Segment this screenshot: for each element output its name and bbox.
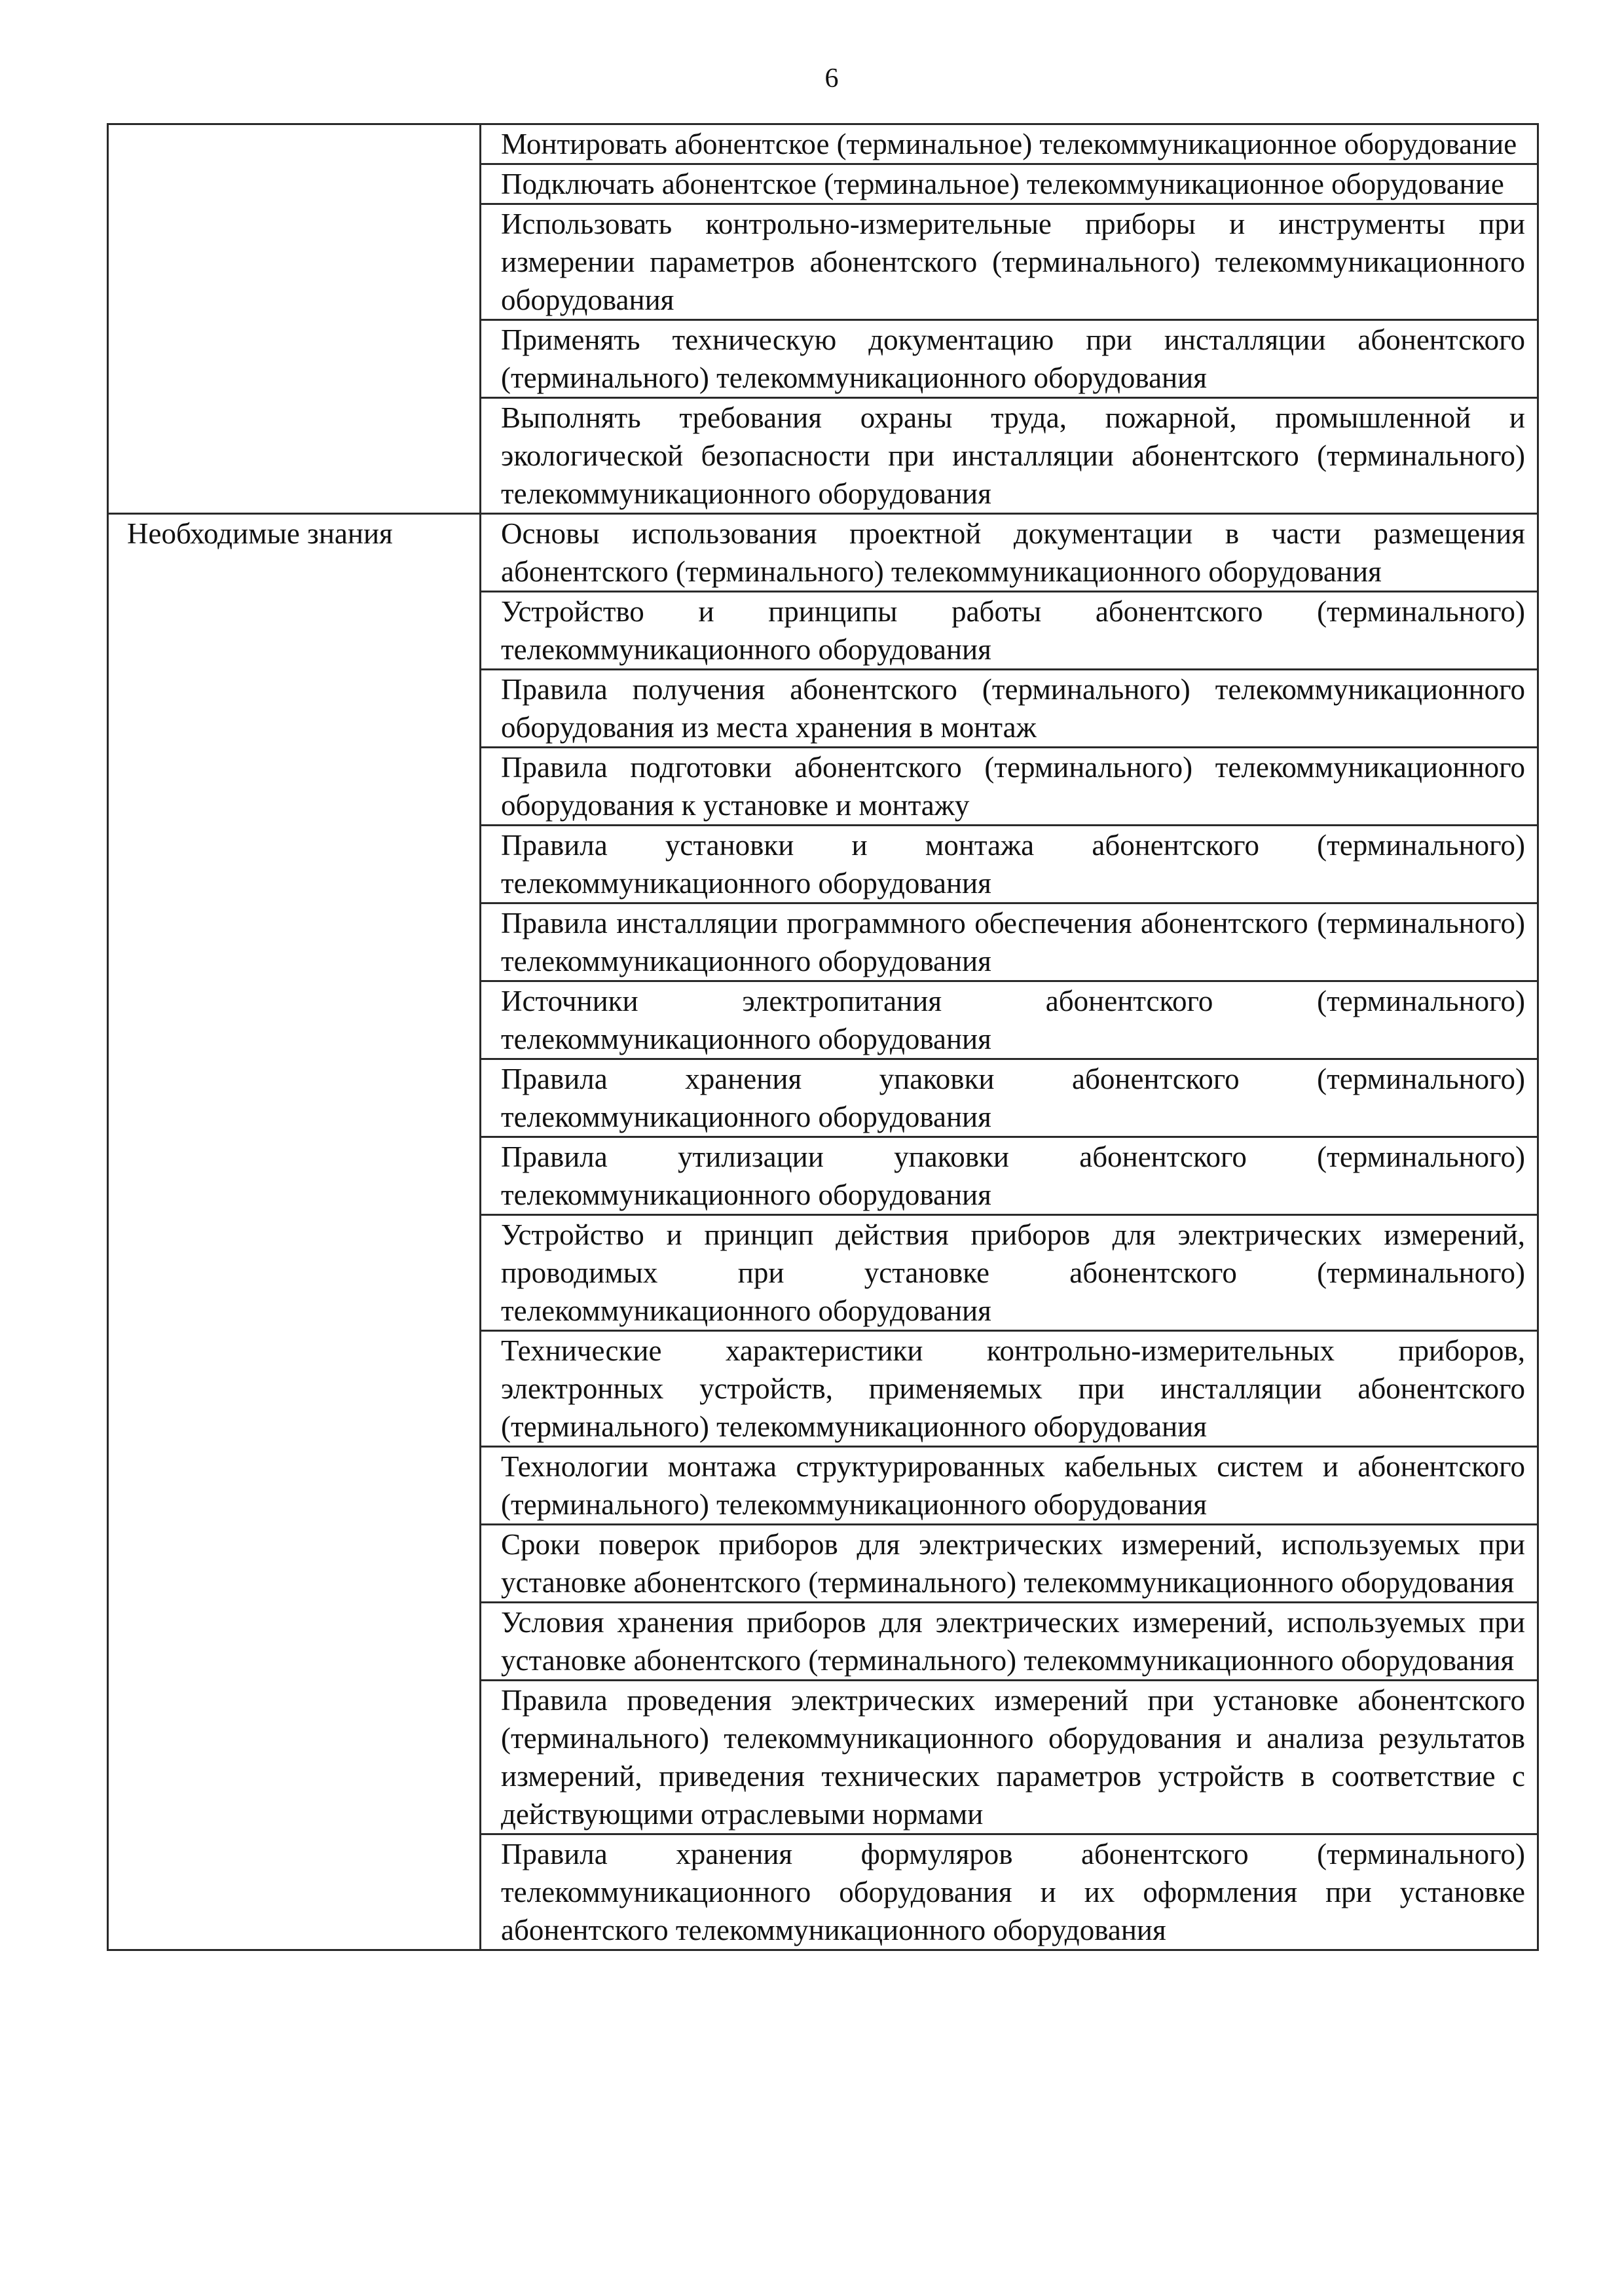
skill-item-text: Монтировать абонентское (терминальное) телекоммуникационное оборудование [501, 128, 1517, 160]
knowledge-item [481, 1331, 1538, 1447]
knowledge-item-text: Источники электропитания абонентского (терминального) телекоммуникационного оборудования [501, 985, 1525, 1055]
knowledge-item-text: Правила подготовки абонентского (терминального) телекоммуникационного оборудования к установке и монтажу [501, 751, 1525, 822]
knowledge-item-text: Технические характеристики контрольно-измерительных приборов, электронных устройств, применяемых при инсталляции абонентского (терминального) телекоммуникационного оборудования [501, 1334, 1525, 1443]
knowledge-item [481, 592, 1538, 670]
knowledge-item [481, 903, 1538, 981]
table-row [108, 514, 1538, 592]
knowledge-item [481, 826, 1538, 903]
knowledge-item-text: Устройство и принцип действия приборов для электрических измерений, проводимых при установке абонентского (терминального) телекоммуникационного оборудования [501, 1218, 1525, 1327]
knowledge-item-text: Правила инсталляции программного обеспечения абонентского (терминального) телекоммуникационного оборудования [501, 907, 1525, 977]
skill-item-text: Применять техническую документацию при инсталляции абонентского (терминального) телекоммуникационного оборудования [501, 323, 1525, 394]
knowledge-item-text: Правила проведения электрических измерений при установке абонентского (терминального) телекоммуникационного оборудования и анализа результатов измерений, приведения технических параметров устройств в соответствие с действующими отраслевыми нормами [501, 1684, 1525, 1831]
knowledge-item [481, 1215, 1538, 1331]
knowledge-item-text: Правила хранения упаковки абонентского (терминального) телекоммуникационного оборудования [501, 1063, 1525, 1133]
knowledge-item-text: Сроки поверок приборов для электрических измерений, используемых при установке абонентского (терминального) телекоммуникационного оборудования [501, 1528, 1525, 1599]
knowledge-item [481, 1447, 1538, 1525]
knowledge-item [481, 981, 1538, 1059]
page-number: 6 [824, 64, 839, 94]
knowledge-item-text: Технологии монтажа структурированных кабельных систем и абонентского (терминального) телекоммуникационного оборудования [501, 1450, 1525, 1521]
knowledge-item-text: Правила утилизации упаковки абонентского (терминального) телекоммуникационного оборудования [501, 1140, 1525, 1211]
knowledge-item-text: Основы использования проектной документации в части размещения абонентского (терминального) телекоммуникационного оборудования [501, 517, 1525, 588]
knowledge-item-text: Устройство и принципы работы абонентского (терминального) телекоммуникационного оборудования [501, 595, 1525, 666]
knowledge-item [481, 1603, 1538, 1681]
skill-item [481, 320, 1538, 398]
skills-section-label [108, 124, 481, 514]
knowledge-item [481, 748, 1538, 826]
knowledge-section-label: Необходимые знания [108, 514, 481, 1950]
knowledge-item [481, 1059, 1538, 1137]
requirements-table [107, 123, 1539, 1951]
skill-item [481, 164, 1538, 204]
knowledge-item [481, 514, 1538, 592]
knowledge-item-text: Условия хранения приборов для электрических измерений, используемых при установке абонентского (терминального) телекоммуникационного оборудования [501, 1606, 1525, 1677]
skill-item-text: Использовать контрольно-измерительные приборы и инструменты при измерении параметров абонентского (терминального) телекоммуникационного оборудования [501, 208, 1525, 316]
table-row [108, 124, 1538, 164]
skill-item-text: Выполнять требования охраны труда, пожарной, промышленной и экологической безопасности при инсталляции абонентского (терминального) телекоммуникационного оборудования [501, 401, 1525, 510]
skill-item [481, 204, 1538, 320]
skill-item [481, 124, 1538, 164]
knowledge-item-text: Правила получения абонентского (терминального) телекоммуникационного оборудования из места хранения в монтаж [501, 673, 1525, 744]
knowledge-item [481, 1525, 1538, 1603]
skill-item [481, 398, 1538, 514]
knowledge-item-text: Правила установки и монтажа абонентского (терминального) телекоммуникационного оборудования [501, 829, 1525, 900]
knowledge-item [481, 1834, 1538, 1950]
knowledge-item [481, 1137, 1538, 1215]
skill-item-text: Подключать абонентское (терминальное) телекоммуникационное оборудование [501, 168, 1504, 200]
knowledge-item [481, 670, 1538, 748]
knowledge-item-text: Правила хранения формуляров абонентского (терминального) телекоммуникационного оборудования и их оформления при установке абонентского телекоммуникационного оборудования [501, 1838, 1525, 1946]
knowledge-item [481, 1681, 1538, 1834]
